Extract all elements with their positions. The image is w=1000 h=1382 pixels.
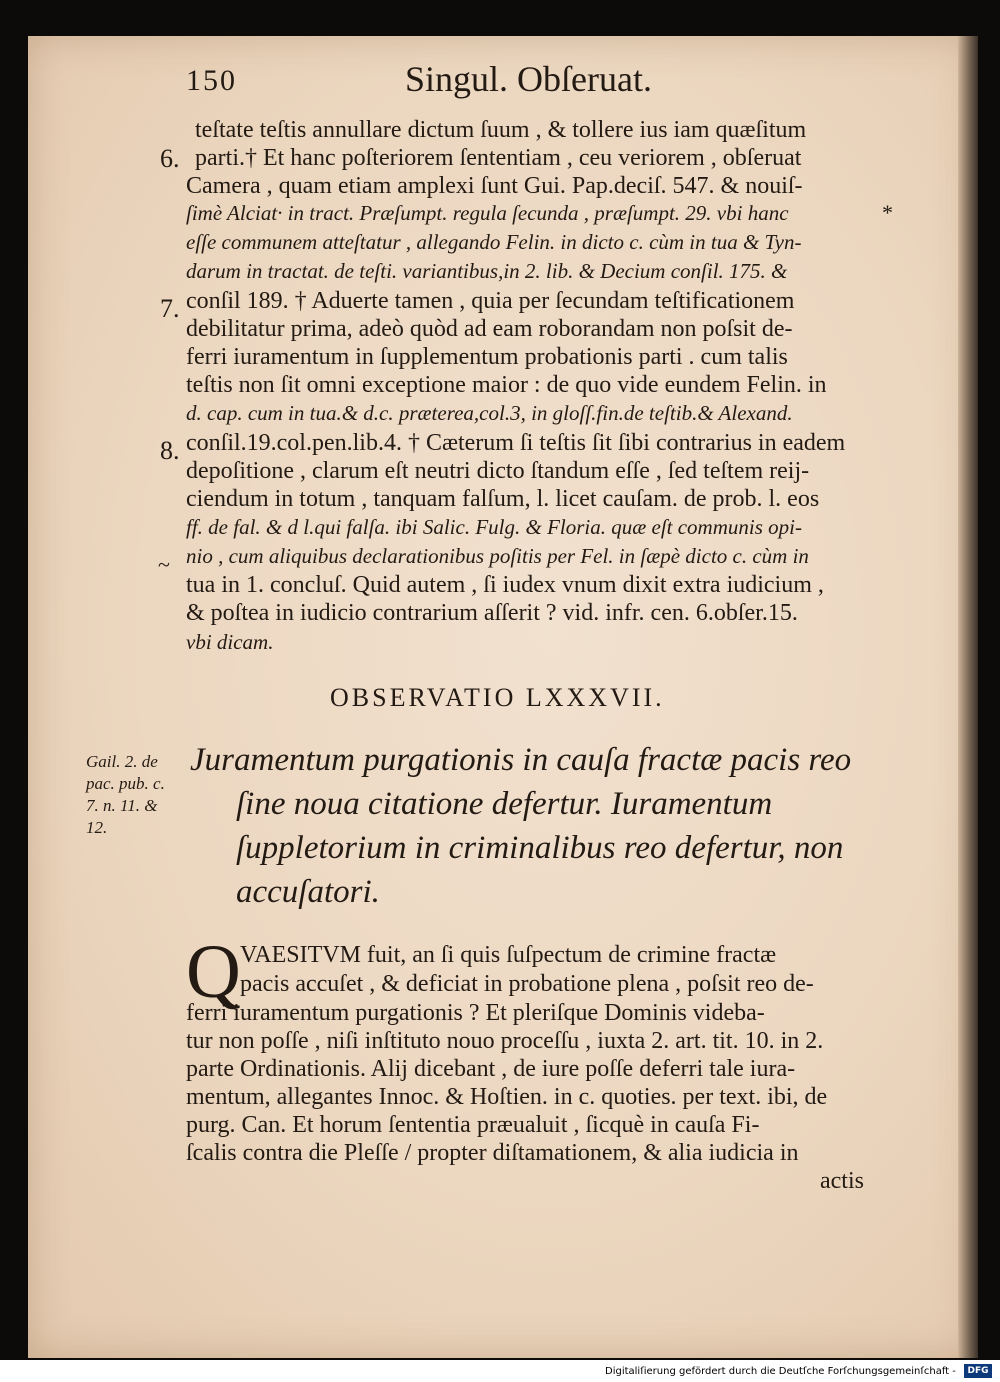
text-line: eſſe communem atteſtatur , allegando Felin. in dicto c. cùm in tua & Tyn- [186, 230, 802, 254]
para-line: parte Ordinationis. Alij dicebant , de iure poſſe deferri tale iura- [186, 1056, 796, 1082]
text-line: ff. de fal. & d l.qui falſa. ibi Salic. Fulg. & Floria. quæ eſt communis opi- [186, 515, 802, 539]
para-line: purg. Can. Et horum ſententia præualuit , ſicquè in cauſa Fi- [186, 1112, 760, 1138]
catchword: actis [820, 1168, 864, 1194]
para-line: ſcalis contra die Pleſſe / propter diſtamationem, & alia iudicia in [186, 1140, 799, 1166]
para-line: ferri iuramentum purgationis ? Et pleriſque Dominis videba- [186, 1000, 765, 1026]
text-line: & poſtea in iudicio contrarium aſſerit ? vid. infr. cen. 6.obſer.15. [186, 600, 798, 626]
margin-asterisk: * [882, 200, 893, 225]
para-line: VAESITVM fuit, an ſi quis ſuſpectum de crimine fractæ [240, 942, 777, 968]
text-line: vbi dicam. [186, 630, 274, 654]
page-edge [958, 36, 978, 1358]
text-line: nio , cum aliquibus declarationibus poſitis per Fel. in ſæpè dicto c. cùm in [186, 544, 809, 568]
margin-gloss-line: Gail. 2. de [86, 752, 158, 771]
footer-credit: Digitaliſierung gefördert durch die Deutſche Forſchungsgemeinſchaft - [605, 1366, 956, 1377]
margin-gloss-line: pac. pub. c. [86, 774, 165, 793]
text-line: ciendum in totum , tanquam falſum, l. licet cauſam. de prob. l. eos [186, 486, 820, 512]
drop-cap: Q [186, 930, 241, 1014]
margin-gloss-line: 7. n. 11. & [86, 796, 158, 815]
text-line: depoſitione , clarum eſt neutri dicto ſtandum eſſe , ſed teſtem reij- [186, 458, 810, 484]
text-line: teſtate teſtis annullare dictum ſuum , & tollere ius iam quæſitum [195, 117, 807, 143]
para-line: mentum, allegantes Innoc. & Hoſtien. in c. quoties. per text. ibi, de [186, 1084, 828, 1110]
text-line: teſtis non ſit omni exceptione maior : de quo vide eundem Felin. in [186, 372, 827, 398]
margin-gloss-line: 12. [86, 818, 108, 837]
text-line: conſil 189. † Aduerte tamen , quia per ſecundam teſtificationem [186, 288, 795, 314]
margin-number: 6. [160, 144, 180, 173]
summary-line: Juramentum purgationis in cauſa fractæ pacis reo [190, 742, 852, 778]
margin-number: 7. [160, 294, 180, 323]
text-line: Camera , quam etiam amplexi ſunt Gui. Pap.deciſ. 547. & nouiſ- [186, 173, 803, 199]
text-line: d. cap. cum in tua.& d.c. præterea,col.3, in gloſſ.fin.de teſtib.& Alexand. [186, 401, 793, 425]
para-line: pacis accuſet , & deficiat in probatione plena , poſsit reo de- [240, 971, 814, 997]
running-title: Singul. Obſeruat. [405, 59, 652, 99]
summary-line: ſuppletorium in criminalibus reo defertur, non [236, 830, 844, 866]
text-line: ferri iuramentum in ſupplementum probationis parti . cum talis [186, 344, 788, 370]
dfg-logo: DFG [964, 1364, 992, 1378]
summary-line: accuſatori. [236, 874, 380, 910]
para-line: tur non poſſe , niſi inſtituto nouo proceſſu , iuxta 2. art. tit. 10. in 2. [186, 1028, 824, 1054]
observation-heading: OBSERVATIO LXXXVII. [330, 683, 665, 712]
text-line: tua in 1. concluſ. Quid autem , ſi iudex vnum dixit extra iudicium , [186, 572, 824, 598]
page-number: 150 [186, 64, 237, 97]
text-line: ſimè Alciat· in tract. Præſumpt. regula ſecunda , præſumpt. 29. vbi hanc [186, 201, 789, 225]
margin-dash: ~ [158, 552, 170, 577]
text-line: debilitatur prima, adeò quòd ad eam roborandam non poſsit de- [186, 316, 793, 342]
summary-line: ſine noua citatione defertur. Iuramentum [236, 786, 773, 822]
text-line: parti.† Et hanc poſteriorem ſententiam , ceu veriorem , obſeruat [195, 145, 802, 171]
text-line: conſil.19.col.pen.lib.4. † Cæterum ſi teſtis ſit ſibi contrarius in eadem [186, 430, 846, 456]
text-line: darum in tractat. de teſti. variantibus,in 2. lib. & Decium conſil. 175. & [186, 259, 788, 283]
margin-number: 8. [160, 436, 180, 465]
